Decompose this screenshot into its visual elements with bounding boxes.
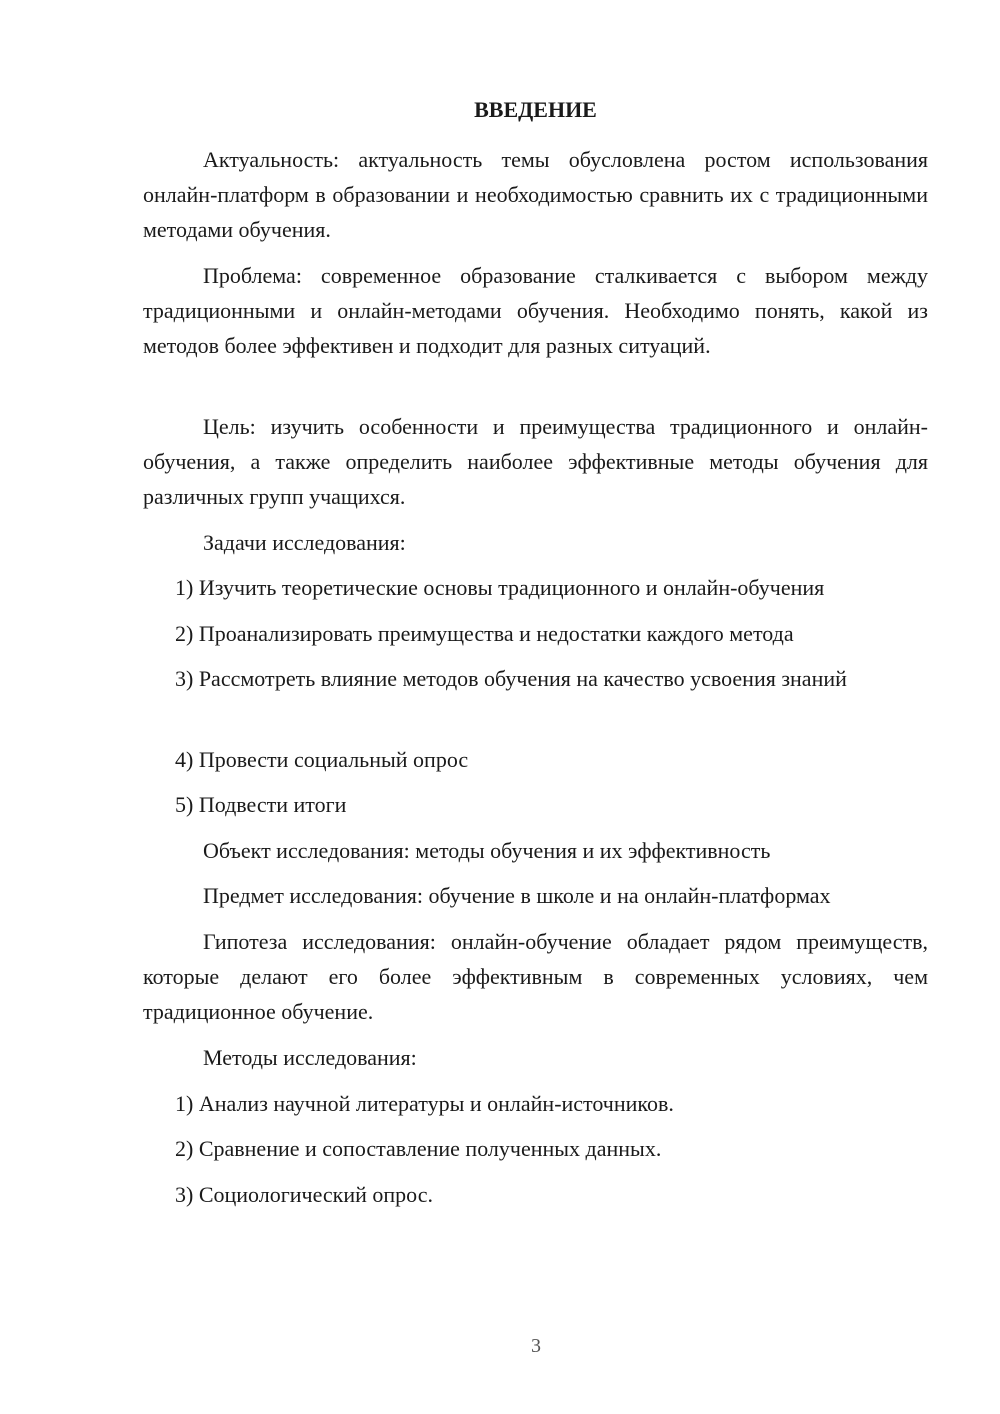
goal-paragraph: Цель: изучить особенности и преимущества традиционного и онлайн-обучения, а также определить наиболее эффективные методы обучения для различных групп учащихся. [143, 414, 928, 509]
problem-paragraph: Проблема: современное образование сталкивается с выбором между традиционными и онлайн-методами обучения. Необходимо понять, какой из методов более эффективен и подходит для разных ситуаций. [143, 263, 928, 358]
method-item: 3) Социологический опрос. [175, 1182, 433, 1207]
subject-paragraph: Предмет исследования: обучение в школе и на онлайн-платформах [203, 883, 831, 908]
method-item: 2) Сравнение и сопоставление полученных данных. [175, 1136, 662, 1161]
page-title: ВВЕДЕНИЕ [474, 97, 597, 122]
task-item: 1) Изучить теоретические основы традиционного и онлайн-обучения [175, 575, 825, 600]
task-item: 4) Провести социальный опрос [175, 747, 469, 772]
hypothesis-paragraph: Гипотеза исследования: онлайн-обучение обладает рядом преимуществ, которые делают его более эффективным в современных условиях, чем традиционное обучение. [143, 929, 928, 1024]
task-item: 3) Рассмотреть влияние методов обучения на качество усвоения знаний [175, 666, 847, 691]
task-item: 5) Подвести итоги [175, 792, 347, 817]
method-item: 1) Анализ научной литературы и онлайн-источников. [175, 1091, 674, 1116]
methods-heading: Методы исследования: [203, 1045, 417, 1070]
relevance-paragraph: Актуальность: актуальность темы обусловлена ростом использования онлайн-платформ в образовании и необходимостью сравнить их с традиционными методами обучения. [143, 147, 928, 242]
object-paragraph: Объект исследования: методы обучения и их эффективность [203, 838, 771, 863]
page-number: 3 [531, 1335, 541, 1357]
tasks-heading: Задачи исследования: [203, 530, 406, 555]
task-item: 2) Проанализировать преимущества и недостатки каждого метода [175, 621, 794, 646]
